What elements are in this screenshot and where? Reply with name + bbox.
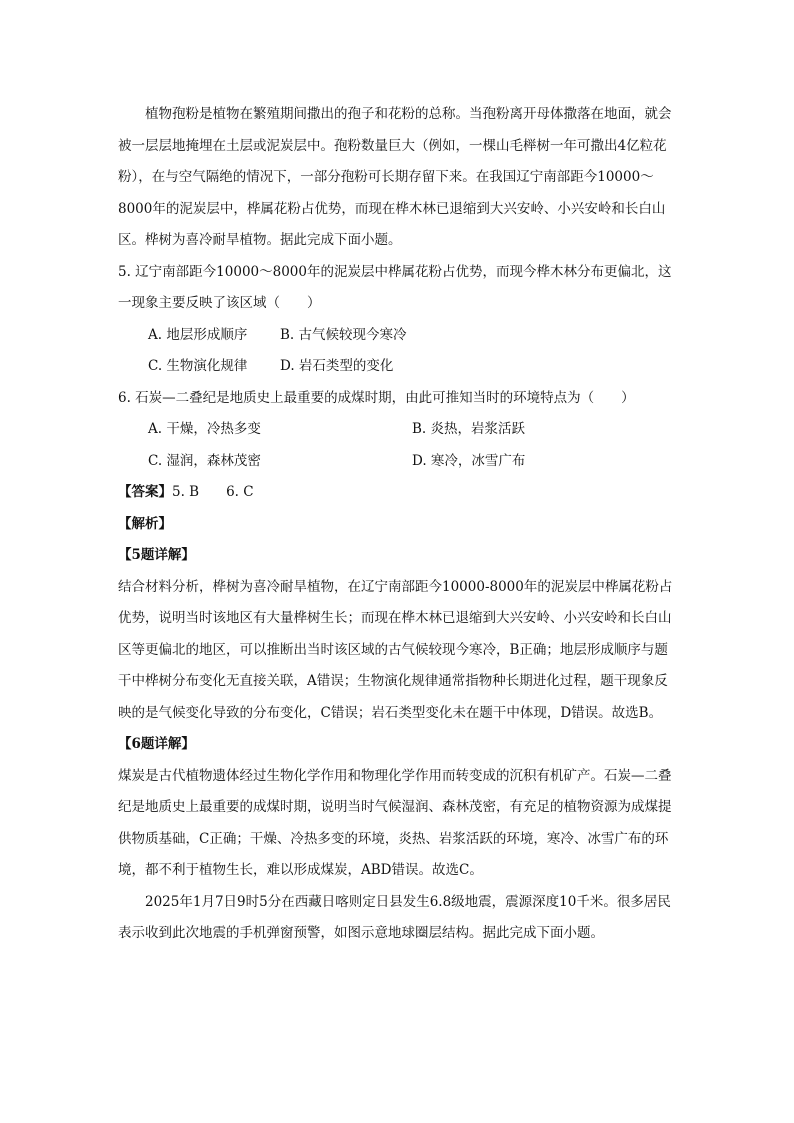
- answer-line: [118, 477, 678, 509]
- question-6-option-c: C. 湿润，森林茂密: [148, 452, 261, 469]
- question-6-option-a: A. 干燥，冷热多变: [148, 421, 261, 437]
- question-5-options-row-2: [118, 351, 678, 383]
- question-5-option-c: C. 生物演化规律: [148, 358, 248, 374]
- question-6-detail-label: 【6题详解】: [118, 736, 195, 752]
- question-6-option-b: B. 炎热，岩浆活跃: [412, 421, 526, 437]
- answer-text: 5. B 6. C: [172, 484, 254, 500]
- question-5-stem: 5. 辽宁南部距今10000～8000年的泥炭层中桦属花粉占优势，而现今桦木林分布更偏北，这一现象主要反映了该区域（ ）: [118, 263, 672, 311]
- material-intro-pollen: 植物孢粉是植物在繁殖期间撒出的孢子和花粉的总称。当孢粉离开母体撒落在地面，就会被一层层地掩埋在土层或泥炭层中。孢粉数量巨大（例如，一棵山毛榉树一年可撒出4亿粒花粉），在与空气隔绝的情况下，一部分孢粉可长期存留下来。在我国辽宁南部距今10000～8000年的泥炭层中，桦属花粉占优势，而现在桦木林已退缩到大兴安岭、小兴安岭和长白山区。桦树为喜冷耐旱植物。据此完成下面小题。: [118, 106, 672, 248]
- question-6-stem: 6. 石炭—二叠纪是地质史上最重要的成煤时期，由此可推知当时的环境特点为（ ）: [118, 389, 635, 406]
- answer-label: 【答案】: [118, 484, 172, 500]
- question-6-options-row-2: [118, 446, 678, 478]
- question-5-option-a: A. 地层形成顺序: [148, 326, 248, 343]
- document-content: [118, 99, 678, 950]
- question-5-option-b: B. 古气候较现今寒冷: [280, 326, 407, 343]
- question-5-options-row-1: [118, 320, 678, 352]
- question-6-detail: 煤炭是古代植物遗体经过生物化学作用和物理化学作用而转变成的沉积有机矿产。石炭—二叠纪是地质史上最重要的成煤时期，说明当时气候湿润、森林茂密，有充足的植物资源为成煤提供物质基础，C正确；干燥、冷热多变的环境，炎热、岩浆活跃的环境，寒冷、冰雪广布的环境，都不利于植物生长，难以形成煤炭，ABD错误。故选C。: [118, 767, 672, 878]
- question-6-options-row-1: [118, 414, 678, 446]
- material-intro-earthquake: 2025年1月7日9时5分在西藏日喀则定日县发生6.8级地震，震源深度10千米。很多居民表示收到此次地震的手机弹窗预警，如图示意地球圈层结构。据此完成下面小题。: [118, 893, 671, 941]
- question-5-option-d: D. 岩石类型的变化: [280, 358, 394, 374]
- question-5-detail-label: 【5题详解】: [118, 547, 195, 563]
- question-5-detail: 结合材料分析，桦树为喜冷耐旱植物，在辽宁南部距今10000-8000年的泥炭层中桦属花粉占优势，说明当时该地区有大量桦树生长；而现在桦木林已退缩到大兴安岭、小兴安岭和长白山区等更偏北的地区，可以推断出当时该区域的古气候较现今寒冷，B正确；地层形成顺序与题干中桦树分布变化无直接关联，A错误；生物演化规律通常指物种长期进化过程，题干现象反映的是气候变化导致的分布变化，C错误；岩石类型变化未在题干中体现，D错误。故选B。: [118, 578, 673, 721]
- question-6-option-d: D. 寒冷，冰雪广布: [412, 452, 526, 469]
- analysis-label: 【解析】: [118, 515, 172, 532]
